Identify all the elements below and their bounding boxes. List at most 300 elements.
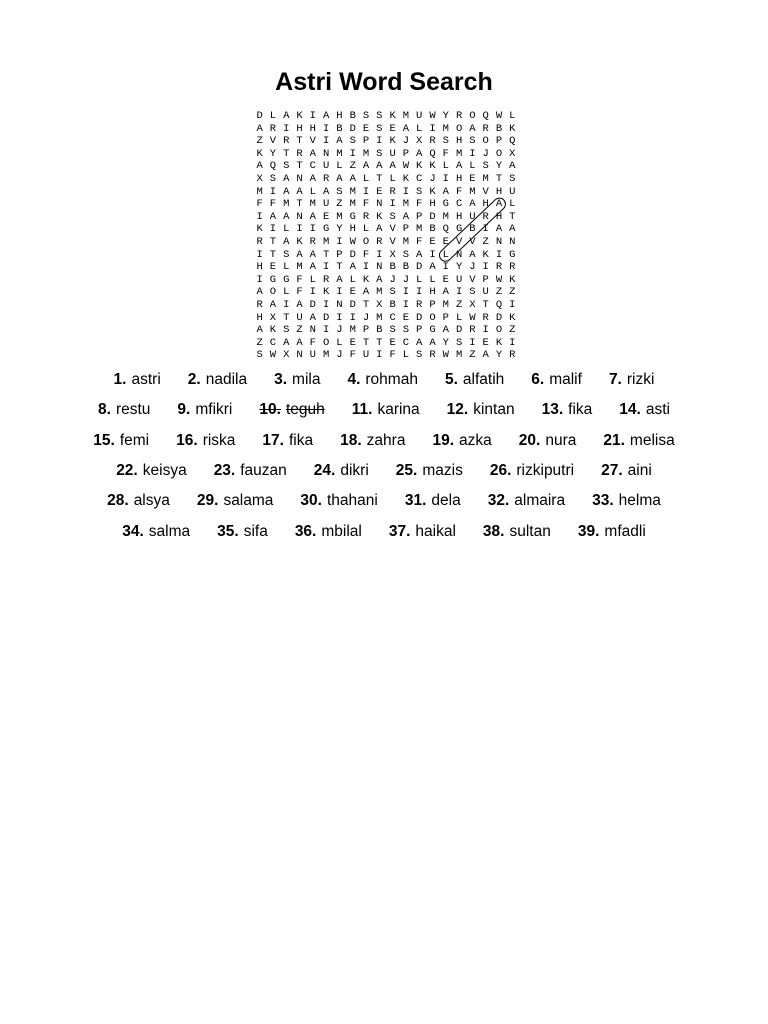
word-list-item[interactable] xyxy=(214,462,287,480)
grid-cell[interactable]: I xyxy=(482,324,489,337)
grid-cell[interactable]: G xyxy=(429,324,436,337)
grid-cell[interactable]: M xyxy=(442,298,449,311)
grid-cell[interactable]: B xyxy=(429,223,436,236)
grid-cell[interactable]: A xyxy=(322,110,330,122)
word-list-item[interactable] xyxy=(177,401,232,419)
grid-cell[interactable]: V xyxy=(455,235,463,248)
grid-cell[interactable]: T xyxy=(269,248,277,261)
grid-cell[interactable]: G xyxy=(283,273,290,286)
grid-cell[interactable]: L xyxy=(429,273,436,286)
grid-cell[interactable]: J xyxy=(362,311,370,324)
grid-cell[interactable]: C xyxy=(309,160,316,173)
grid-cell[interactable]: M xyxy=(442,122,449,135)
grid-cell[interactable]: P xyxy=(416,210,423,223)
grid-cell[interactable]: J xyxy=(469,261,476,274)
grid-cell[interactable]: A xyxy=(442,185,449,198)
grid-cell[interactable]: S xyxy=(336,185,343,198)
grid-cell[interactable]: M xyxy=(482,172,489,185)
grid-cell[interactable]: Q xyxy=(442,223,449,236)
grid-cell[interactable]: I xyxy=(283,298,290,311)
grid-cell[interactable]: S xyxy=(416,185,423,198)
grid-cell[interactable]: E xyxy=(349,286,356,299)
grid-cell[interactable]: O xyxy=(269,286,277,299)
grid-cell[interactable]: D xyxy=(322,311,330,324)
grid-cell[interactable]: K xyxy=(376,210,383,223)
word-list-item[interactable] xyxy=(405,492,461,510)
grid-cell[interactable]: I xyxy=(362,185,370,198)
grid-cell[interactable]: B xyxy=(402,261,410,274)
grid-cell[interactable]: P xyxy=(402,147,410,160)
grid-cell[interactable]: M xyxy=(322,349,330,362)
grid-cell[interactable]: B xyxy=(376,324,383,337)
word-list-item[interactable] xyxy=(490,462,574,480)
grid-cell[interactable]: X xyxy=(389,248,396,261)
grid-cell[interactable]: Q xyxy=(495,298,503,311)
grid-cell[interactable]: T xyxy=(322,248,330,261)
grid-cell[interactable]: O xyxy=(322,336,330,349)
grid-cell[interactable]: S xyxy=(469,286,476,299)
grid-cell[interactable]: P xyxy=(362,324,370,337)
grid-cell[interactable]: T xyxy=(269,235,277,248)
grid-cell[interactable]: R xyxy=(416,298,423,311)
grid-cell[interactable]: A xyxy=(296,298,303,311)
grid-cell[interactable]: H xyxy=(256,311,263,324)
grid-cell[interactable]: F xyxy=(389,349,396,362)
grid-cell[interactable]: S xyxy=(283,160,290,173)
grid-cell[interactable]: I xyxy=(322,122,330,135)
grid-cell[interactable]: I xyxy=(256,210,263,223)
grid-cell[interactable]: U xyxy=(296,311,303,324)
grid-cell[interactable]: T xyxy=(296,160,303,173)
grid-cell[interactable]: J xyxy=(336,324,343,337)
grid-cell[interactable]: D xyxy=(309,298,316,311)
grid-cell[interactable]: P xyxy=(402,223,410,236)
grid-cell[interactable]: S xyxy=(389,210,396,223)
grid-cell[interactable]: I xyxy=(509,298,516,311)
grid-cell[interactable]: L xyxy=(283,286,290,299)
grid-cell[interactable]: Y xyxy=(336,223,343,236)
grid-cell[interactable]: L xyxy=(309,273,316,286)
grid-cell[interactable]: O xyxy=(469,110,476,122)
grid-cell[interactable]: J xyxy=(402,273,410,286)
grid-cell[interactable]: K xyxy=(296,235,303,248)
grid-cell[interactable]: R xyxy=(256,235,263,248)
grid-cell[interactable]: C xyxy=(269,336,277,349)
grid-cell[interactable]: E xyxy=(389,122,396,135)
grid-cell[interactable]: K xyxy=(429,185,436,198)
grid-cell[interactable]: N xyxy=(336,298,343,311)
grid-cell[interactable]: W xyxy=(469,311,476,324)
word-list-item[interactable] xyxy=(259,401,324,419)
grid-cell[interactable]: S xyxy=(455,336,463,349)
grid-cell[interactable]: Z xyxy=(495,286,503,299)
grid-cell[interactable]: M xyxy=(309,198,316,211)
grid-cell[interactable]: V xyxy=(469,235,476,248)
grid-cell[interactable]: Z xyxy=(256,336,263,349)
grid-cell[interactable]: I xyxy=(256,273,263,286)
grid-cell[interactable]: I xyxy=(482,223,489,236)
grid-cell[interactable]: J xyxy=(402,135,410,148)
grid-cell[interactable]: L xyxy=(362,223,370,236)
grid-cell[interactable]: S xyxy=(469,135,476,148)
grid-cell[interactable]: D xyxy=(416,261,423,274)
grid-cell[interactable]: T xyxy=(336,261,343,274)
grid-cell[interactable]: Z xyxy=(469,349,476,362)
grid-cell[interactable]: G xyxy=(322,223,330,236)
grid-cell[interactable]: Q xyxy=(429,147,436,160)
grid-cell[interactable]: V xyxy=(269,135,277,148)
grid-cell[interactable]: F xyxy=(362,248,370,261)
grid-cell[interactable]: R xyxy=(469,324,476,337)
grid-cell[interactable]: V xyxy=(309,135,316,148)
grid-cell[interactable]: I xyxy=(469,336,476,349)
grid-cell[interactable]: A xyxy=(283,235,290,248)
grid-cell[interactable]: M xyxy=(442,210,449,223)
grid-cell[interactable]: R xyxy=(482,311,489,324)
grid-cell[interactable]: F xyxy=(296,273,303,286)
grid-cell[interactable]: M xyxy=(349,198,356,211)
grid-cell[interactable]: P xyxy=(416,324,423,337)
word-list-item[interactable] xyxy=(432,432,491,450)
grid-cell[interactable]: T xyxy=(362,298,370,311)
word-list-item[interactable] xyxy=(107,492,170,510)
grid-cell[interactable]: E xyxy=(349,336,356,349)
grid-cell[interactable]: S xyxy=(283,324,290,337)
grid-cell[interactable]: R xyxy=(495,261,503,274)
word-list-item[interactable] xyxy=(217,523,268,541)
grid-cell[interactable]: K xyxy=(482,248,489,261)
grid-cell[interactable]: S xyxy=(269,172,277,185)
grid-cell[interactable]: F xyxy=(362,198,370,211)
grid-cell[interactable]: Z xyxy=(296,324,303,337)
grid-cell[interactable]: S xyxy=(389,324,396,337)
grid-cell[interactable]: L xyxy=(402,349,410,362)
grid-cell[interactable]: D xyxy=(416,311,423,324)
grid-cell[interactable]: L xyxy=(442,248,449,261)
grid-cell[interactable]: V xyxy=(469,273,476,286)
grid-cell[interactable]: A xyxy=(309,261,316,274)
grid-cell[interactable]: F xyxy=(296,286,303,299)
grid-cell[interactable]: I xyxy=(349,311,356,324)
grid-cell[interactable]: T xyxy=(482,298,489,311)
grid-cell[interactable]: X xyxy=(416,135,423,148)
grid-cell[interactable]: W xyxy=(429,110,436,122)
grid-cell[interactable]: S xyxy=(362,110,370,122)
grid-cell[interactable]: A xyxy=(429,261,436,274)
grid-cell[interactable]: I xyxy=(482,261,489,274)
grid-cell[interactable]: F xyxy=(349,349,356,362)
grid-cell[interactable]: J xyxy=(336,349,343,362)
word-list-item[interactable] xyxy=(601,462,652,480)
grid-cell[interactable]: R xyxy=(283,135,290,148)
grid-cell[interactable]: I xyxy=(389,198,396,211)
grid-cell[interactable]: A xyxy=(256,160,263,173)
grid-cell[interactable]: R xyxy=(322,273,330,286)
grid-cell[interactable]: I xyxy=(402,286,410,299)
grid-cell[interactable]: G xyxy=(509,248,516,261)
grid-cell[interactable]: S xyxy=(402,248,410,261)
grid-cell[interactable]: E xyxy=(442,273,449,286)
grid-cell[interactable]: A xyxy=(269,298,277,311)
grid-cell[interactable]: H xyxy=(309,122,316,135)
grid-cell[interactable]: O xyxy=(495,147,503,160)
grid-cell[interactable]: C xyxy=(455,198,463,211)
grid-cell[interactable]: U xyxy=(469,210,476,223)
grid-cell[interactable]: A xyxy=(269,210,277,223)
grid-cell[interactable]: L xyxy=(336,336,343,349)
grid-cell[interactable]: O xyxy=(362,235,370,248)
grid-cell[interactable]: X xyxy=(283,349,290,362)
grid-cell[interactable]: K xyxy=(322,286,330,299)
grid-cell[interactable]: E xyxy=(402,311,410,324)
grid-cell[interactable]: R xyxy=(509,261,516,274)
grid-cell[interactable]: H xyxy=(429,198,436,211)
grid-cell[interactable]: F xyxy=(269,198,277,211)
grid-cell[interactable]: I xyxy=(429,248,436,261)
word-list-item[interactable] xyxy=(603,432,674,450)
grid-cell[interactable]: T xyxy=(376,172,383,185)
grid-cell[interactable]: Y xyxy=(269,147,277,160)
grid-cell[interactable]: A xyxy=(416,336,423,349)
grid-cell[interactable]: X xyxy=(469,298,476,311)
grid-cell[interactable]: W xyxy=(495,110,503,122)
grid-cell[interactable]: X xyxy=(376,298,383,311)
grid-cell[interactable]: H xyxy=(482,198,489,211)
grid-cell[interactable]: I xyxy=(429,122,436,135)
grid-cell[interactable]: I xyxy=(509,336,516,349)
grid-cell[interactable]: R xyxy=(322,172,330,185)
grid-cell[interactable]: F xyxy=(309,336,316,349)
grid-cell[interactable]: M xyxy=(402,110,410,122)
grid-cell[interactable]: B xyxy=(389,298,396,311)
grid-cell[interactable]: U xyxy=(362,349,370,362)
grid-cell[interactable]: K xyxy=(509,122,516,135)
grid-cell[interactable]: E xyxy=(376,185,383,198)
grid-cell[interactable]: I xyxy=(322,324,330,337)
grid-cell[interactable]: X xyxy=(256,172,263,185)
grid-cell[interactable]: U xyxy=(389,147,396,160)
grid-cell[interactable]: G xyxy=(269,273,277,286)
grid-cell[interactable]: W xyxy=(442,349,449,362)
grid-cell[interactable]: R xyxy=(296,147,303,160)
grid-cell[interactable]: N xyxy=(296,172,303,185)
grid-cell[interactable]: O xyxy=(495,324,503,337)
grid-cell[interactable]: A xyxy=(442,286,449,299)
word-list-item[interactable] xyxy=(609,371,655,389)
grid-cell[interactable]: H xyxy=(336,110,343,122)
grid-cell[interactable]: S xyxy=(509,172,516,185)
grid-cell[interactable]: A xyxy=(336,172,343,185)
word-list-item[interactable] xyxy=(447,401,515,419)
grid-cell[interactable]: A xyxy=(309,172,316,185)
grid-cell[interactable]: K xyxy=(402,172,410,185)
grid-cell[interactable]: T xyxy=(362,336,370,349)
grid-cell[interactable]: U xyxy=(309,349,316,362)
grid-cell[interactable]: Q xyxy=(509,135,516,148)
grid-cell[interactable]: F xyxy=(256,198,263,211)
grid-cell[interactable]: P xyxy=(336,248,343,261)
grid-cell[interactable]: M xyxy=(376,311,383,324)
grid-cell[interactable]: R xyxy=(389,185,396,198)
grid-cell[interactable]: K xyxy=(509,273,516,286)
grid-cell[interactable]: S xyxy=(416,349,423,362)
grid-cell[interactable]: B xyxy=(336,122,343,135)
grid-cell[interactable]: D xyxy=(349,298,356,311)
grid-cell[interactable]: I xyxy=(336,286,343,299)
word-list-item[interactable] xyxy=(295,523,362,541)
grid-cell[interactable]: S xyxy=(389,286,396,299)
grid-cell[interactable]: H xyxy=(495,210,503,223)
grid-cell[interactable]: L xyxy=(309,185,316,198)
grid-cell[interactable]: I xyxy=(296,223,303,236)
grid-cell[interactable]: M xyxy=(336,147,343,160)
grid-cell[interactable]: B xyxy=(495,122,503,135)
grid-cell[interactable]: W xyxy=(269,349,277,362)
grid-cell[interactable]: G xyxy=(349,210,356,223)
grid-cell[interactable]: T xyxy=(296,135,303,148)
grid-cell[interactable]: K xyxy=(389,135,396,148)
grid-cell[interactable]: B xyxy=(469,223,476,236)
grid-cell[interactable]: U xyxy=(322,198,330,211)
grid-cell[interactable]: T xyxy=(495,172,503,185)
grid-cell[interactable]: Z xyxy=(455,298,463,311)
grid-cell[interactable]: M xyxy=(455,349,463,362)
grid-cell[interactable]: A xyxy=(309,210,316,223)
grid-cell[interactable]: U xyxy=(482,286,489,299)
grid-cell[interactable]: D xyxy=(455,324,463,337)
grid-cell[interactable]: C xyxy=(389,311,396,324)
grid-cell[interactable]: L xyxy=(509,198,516,211)
grid-cell[interactable]: K xyxy=(495,336,503,349)
grid-cell[interactable]: M xyxy=(349,324,356,337)
grid-cell[interactable]: R xyxy=(269,122,277,135)
grid-cell[interactable]: Y xyxy=(455,261,463,274)
grid-cell[interactable]: R xyxy=(256,298,263,311)
grid-cell[interactable]: H xyxy=(296,122,303,135)
grid-cell[interactable]: S xyxy=(482,160,489,173)
grid-cell[interactable]: E xyxy=(362,122,370,135)
grid-cell[interactable]: A xyxy=(283,210,290,223)
grid-cell[interactable]: A xyxy=(482,349,489,362)
word-list-item[interactable] xyxy=(531,371,582,389)
word-list-item[interactable] xyxy=(188,371,247,389)
grid-cell[interactable]: F xyxy=(416,198,423,211)
grid-cell[interactable]: L xyxy=(362,172,370,185)
grid-cell[interactable]: A xyxy=(376,160,383,173)
grid-cell[interactable]: H xyxy=(455,135,463,148)
grid-cell[interactable]: B xyxy=(389,261,396,274)
grid-cell[interactable]: A xyxy=(283,172,290,185)
grid-cell[interactable]: N xyxy=(376,198,383,211)
grid-cell[interactable]: O xyxy=(429,311,436,324)
grid-cell[interactable]: I xyxy=(376,135,383,148)
grid-cell[interactable]: K xyxy=(429,160,436,173)
grid-cell[interactable]: B xyxy=(349,110,356,122)
grid-cell[interactable]: I xyxy=(442,261,449,274)
grid-cell[interactable]: A xyxy=(362,160,370,173)
word-list-item[interactable] xyxy=(314,462,369,480)
grid-cell[interactable]: S xyxy=(376,147,383,160)
grid-cell[interactable]: D xyxy=(429,210,436,223)
grid-cell[interactable]: Y xyxy=(495,349,503,362)
grid-cell[interactable]: N xyxy=(495,235,503,248)
grid-cell[interactable]: K xyxy=(296,110,303,122)
grid-cell[interactable]: P xyxy=(362,135,370,148)
grid-cell[interactable]: E xyxy=(389,336,396,349)
grid-cell[interactable]: N xyxy=(309,324,316,337)
grid-cell[interactable]: N xyxy=(509,235,516,248)
grid-cell[interactable]: A xyxy=(495,198,503,211)
word-list-item[interactable] xyxy=(98,401,150,419)
grid-cell[interactable]: D xyxy=(349,248,356,261)
grid-cell[interactable]: Y xyxy=(442,110,449,122)
grid-cell[interactable]: I xyxy=(309,110,316,122)
grid-cell[interactable]: G xyxy=(455,223,463,236)
grid-cell[interactable]: A xyxy=(509,223,516,236)
grid-cell[interactable]: R xyxy=(429,135,436,148)
grid-cell[interactable]: A xyxy=(349,261,356,274)
grid-cell[interactable]: H xyxy=(495,185,503,198)
grid-cell[interactable]: D xyxy=(349,122,356,135)
word-list-item[interactable] xyxy=(352,401,420,419)
word-list-item[interactable] xyxy=(389,523,456,541)
word-list-item[interactable] xyxy=(300,492,377,510)
grid-cell[interactable]: K xyxy=(256,223,263,236)
word-list-item[interactable] xyxy=(578,523,646,541)
grid-cell[interactable]: T xyxy=(509,210,516,223)
grid-cell[interactable]: A xyxy=(376,223,383,236)
word-list-item[interactable] xyxy=(592,492,661,510)
grid-cell[interactable]: I xyxy=(442,172,449,185)
grid-cell[interactable]: A xyxy=(376,273,383,286)
grid-cell[interactable]: I xyxy=(376,248,383,261)
grid-cell[interactable]: L xyxy=(283,223,290,236)
grid-cell[interactable]: A xyxy=(402,122,410,135)
grid-cell[interactable]: A xyxy=(429,336,436,349)
grid-cell[interactable]: I xyxy=(309,223,316,236)
grid-cell[interactable]: W xyxy=(349,235,356,248)
grid-cell[interactable]: I xyxy=(309,286,316,299)
grid-cell[interactable]: M xyxy=(322,235,330,248)
grid-cell[interactable]: N xyxy=(455,248,463,261)
grid-cell[interactable]: S xyxy=(256,349,263,362)
grid-cell[interactable]: M xyxy=(376,286,383,299)
grid-cell[interactable]: M xyxy=(283,198,290,211)
grid-cell[interactable]: A xyxy=(349,172,356,185)
grid-cell[interactable]: H xyxy=(429,286,436,299)
grid-cell[interactable]: O xyxy=(455,122,463,135)
grid-cell[interactable]: J xyxy=(482,147,489,160)
grid-cell[interactable]: E xyxy=(269,261,277,274)
word-list-item[interactable] xyxy=(542,401,593,419)
grid-cell[interactable]: M xyxy=(296,261,303,274)
grid-cell[interactable]: S xyxy=(402,324,410,337)
grid-cell[interactable]: H xyxy=(455,210,463,223)
grid-cell[interactable]: U xyxy=(509,185,516,198)
word-list-item[interactable] xyxy=(262,432,313,450)
grid-cell[interactable]: N xyxy=(296,210,303,223)
grid-cell[interactable]: L xyxy=(455,311,463,324)
grid-cell[interactable]: P xyxy=(482,273,489,286)
grid-cell[interactable]: H xyxy=(455,172,463,185)
grid-cell[interactable]: Z xyxy=(349,160,356,173)
grid-cell[interactable]: M xyxy=(362,147,370,160)
grid-cell[interactable]: I xyxy=(256,248,263,261)
grid-cell[interactable]: M xyxy=(349,185,356,198)
grid-cell[interactable]: H xyxy=(349,223,356,236)
grid-cell[interactable]: V xyxy=(482,185,489,198)
grid-cell[interactable]: I xyxy=(402,298,410,311)
